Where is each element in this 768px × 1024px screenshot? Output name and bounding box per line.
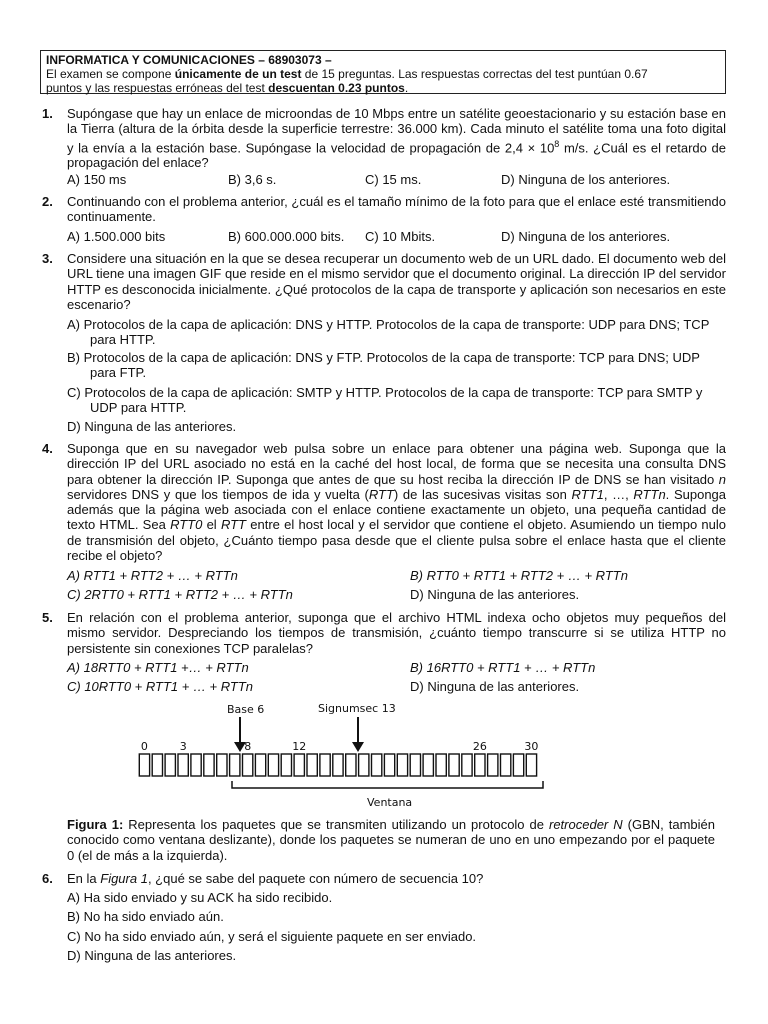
question-text: Suponga que en su navegador web pulsa sobre un enlace para obtener una página web. Suponga que la dirección IP del URL asociado no está en la caché del host local, de forma que se necesita una consulta DNS para obtener la dirección IP. Suponga que antes de que su host reciba la dirección IP de DNS se han visitado n servidores DNS y que los tiempos de ida y vuelta (RTT) de las sucesivas visitas son RTT1, …, RTTn. Suponga además que la página web asociada con el enlace contiene exactamente un objeto, una pequeña cantidad de texto HTML. Sea RTT0 el RTT entre el host local y el servidor que contiene el objeto. Asumiendo un tiempo nulo de transmisión del objeto, ¿Cuánto tiempo pasa desde que el cliente pulsa sobre el enlace hasta que el cliente recibe el objeto?: [67, 441, 727, 564]
q5-option-a[interactable]: A) 18RTT0 + RTT1 +… + RTTn: [67, 660, 249, 675]
q3-option-b[interactable]: B) Protocolos de la capa de aplicación: DNS y FTP. Protocolos de la capa de transporte: TCP para DNS; UDP para FTP.: [67, 350, 700, 381]
packet-box: [501, 754, 511, 776]
tick-label: 30: [524, 740, 539, 753]
exam-header: [40, 50, 726, 94]
question-3: [42, 251, 726, 312]
q2-option-c[interactable]: C) 10 Mbits.: [365, 229, 436, 244]
packet-box: [333, 754, 343, 776]
question-number: 1.: [42, 106, 53, 121]
packet-box: [397, 754, 407, 776]
question-text: Continuando con el problema anterior, ¿cuál es el tamaño mínimo de la foto para que el enlace esté transmitiendo continuamente.: [67, 194, 726, 225]
question-number: 6.: [42, 871, 53, 886]
question-text: Supóngase que hay un enlace de microondas de 10 Mbps entre un satélite geoestacionario y su estación base en la Tierra (altura de la órbita desde la superficie terrestre: 36.000 km). Cada minuto el satélite toma una foto digital y la envía a la estación base. Supóngase la velocidad de propagación de $2,4 \times 10^8$ m/s. ¿Cuál es el retardo de propagación del enlace?: [67, 106, 726, 171]
question-2: [42, 194, 726, 225]
q2-option-a[interactable]: A) 1.500.000 bits: [67, 229, 166, 244]
packet-box: [139, 754, 149, 776]
tick-label: 8: [244, 740, 252, 753]
packet-box: [513, 754, 523, 776]
window-bracket: [232, 781, 543, 788]
packet-box: [423, 754, 433, 776]
question-number: 2.: [42, 194, 53, 209]
question-number: 3.: [42, 251, 53, 266]
packet-box: [346, 754, 356, 776]
packet-box: [294, 754, 304, 776]
q3-option-c[interactable]: C) Protocolos de la capa de aplicación: SMTP y HTTP. Protocolos de la capa de transporte: TCP para SMTP y UDP para HTTP.: [67, 385, 703, 416]
question-text: Considere una situación en la que se desea recuperar un documento web de un URL dado. El documento web del URL tiene una imagen GIF que reside en el mismo servidor que el documento original. La dirección IP del servidor HTTP es desconocida inicialmente. ¿Qué protocolos de la capa de transporte y aplicación son necesarios en este escenario?: [67, 251, 726, 312]
question-number: 5.: [42, 610, 53, 625]
q4-option-c[interactable]: C) 2RTT0 + RTT1 + RTT2 + … + RTTn: [67, 587, 293, 602]
question-number: 4.: [42, 441, 53, 456]
q6-option-a[interactable]: A) Ha sido enviado y su ACK ha sido recibido.: [67, 890, 333, 905]
exam-rules-line-2: puntos y las respuestas erróneas del test descuentan 0.23 puntos.: [46, 81, 409, 95]
packet-box: [384, 754, 394, 776]
packet-box: [191, 754, 201, 776]
q6-option-d[interactable]: D) Ninguna de las anteriores.: [67, 948, 237, 963]
q3-option-a[interactable]: A) Protocolos de la capa de aplicación: DNS y HTTP. Protocolos de la capa de transporte: UDP para DNS; TCP para HTTP.: [67, 317, 710, 348]
packet-box: [320, 754, 330, 776]
q1-option-c[interactable]: C) 15 ms.: [365, 172, 422, 187]
packet-box: [436, 754, 446, 776]
question-5: [42, 610, 726, 656]
packet-box: [488, 754, 498, 776]
signumsec-arrow-head: [352, 742, 364, 752]
packet-box: [152, 754, 162, 776]
packet-box: [359, 754, 369, 776]
packet-box: [268, 754, 278, 776]
tick-label: 26: [472, 740, 487, 753]
q1-option-d[interactable]: D) Ninguna de los anteriores.: [501, 172, 671, 187]
packet-box: [372, 754, 382, 776]
gbn-window-figure: [120, 698, 650, 810]
packet-box: [449, 754, 459, 776]
packet-box: [230, 754, 240, 776]
q1-option-b[interactable]: B) 3,6 s.: [228, 172, 277, 187]
packet-box: [204, 754, 214, 776]
tick-label: 0: [140, 740, 148, 753]
q4-option-d[interactable]: D) Ninguna de las anteriores.: [410, 587, 580, 602]
figure-caption: Figura 1: Representa los paquetes que se transmiten utilizando un protocolo de retroceder N (GBN, también conocido como ventana deslizante), donde los paquetes se numeran de uno en uno empezando por el paquete 0 (el de más a la izquierda).: [67, 817, 715, 863]
exam-title: INFORMATICA Y COMUNICACIONES – 68903073 –: [46, 53, 332, 67]
question-4: [42, 441, 726, 563]
q4-option-a[interactable]: A) RTT1 + RTT2 + … + RTTn: [67, 568, 238, 583]
base-label: Base 6: [227, 703, 265, 716]
q6-option-c[interactable]: C) No ha sido enviado aún, y será el siguiente paquete en ser enviado.: [67, 929, 477, 944]
packet-box: [410, 754, 420, 776]
q5-option-b[interactable]: B) 16RTT0 + RTT1 + … + RTTn: [410, 660, 596, 675]
tick-labels: [141, 740, 539, 753]
q5-option-d[interactable]: D) Ninguna de las anteriores.: [410, 679, 580, 694]
packet-box: [462, 754, 472, 776]
question-text: En la Figura 1, ¿qué se sabe del paquete con número de secuencia 10?: [67, 871, 484, 886]
q4-option-b[interactable]: B) RTT0 + RTT1 + RTT2 + … + RTTn: [410, 568, 628, 583]
tick-label: 12: [292, 740, 307, 753]
packet-box: [217, 754, 227, 776]
packet-box: [165, 754, 175, 776]
packet-row: [139, 754, 536, 776]
question-1: [42, 106, 726, 171]
packet-box: [178, 754, 188, 776]
packet-box: [526, 754, 536, 776]
q6-option-b[interactable]: B) No ha sido enviado aún.: [67, 909, 224, 924]
q1-option-a[interactable]: A) 150 ms: [67, 172, 127, 187]
packet-box: [281, 754, 291, 776]
packet-box: [307, 754, 317, 776]
packet-box: [475, 754, 485, 776]
signumsec-label: Signumsec 13: [318, 702, 396, 715]
question-6: [42, 871, 726, 886]
tick-label: 3: [179, 740, 187, 753]
q2-option-b[interactable]: B) 600.000.000 bits.: [228, 229, 345, 244]
packet-box: [243, 754, 253, 776]
q2-option-d[interactable]: D) Ninguna de los anteriores.: [501, 229, 671, 244]
ventana-label: Ventana: [367, 796, 413, 809]
packet-box: [255, 754, 265, 776]
q5-option-c[interactable]: C) 10RTT0 + RTT1 + … + RTTn: [67, 679, 254, 694]
exam-rules-line-1: El examen se compone únicamente de un test de 15 preguntas. Las respuestas correctas del test puntúan 0.67: [46, 67, 648, 81]
q3-option-d[interactable]: D) Ninguna de las anteriores.: [67, 419, 237, 434]
question-text: En relación con el problema anterior, suponga que el archivo HTML indexa ocho objetos muy pequeños del mismo servidor. Despreciando los tiempos de transmisión, ¿cuánto tiempo transcurre si se utiliza HTTP no persistente sin conexiones TCP paralelas?: [67, 610, 726, 656]
